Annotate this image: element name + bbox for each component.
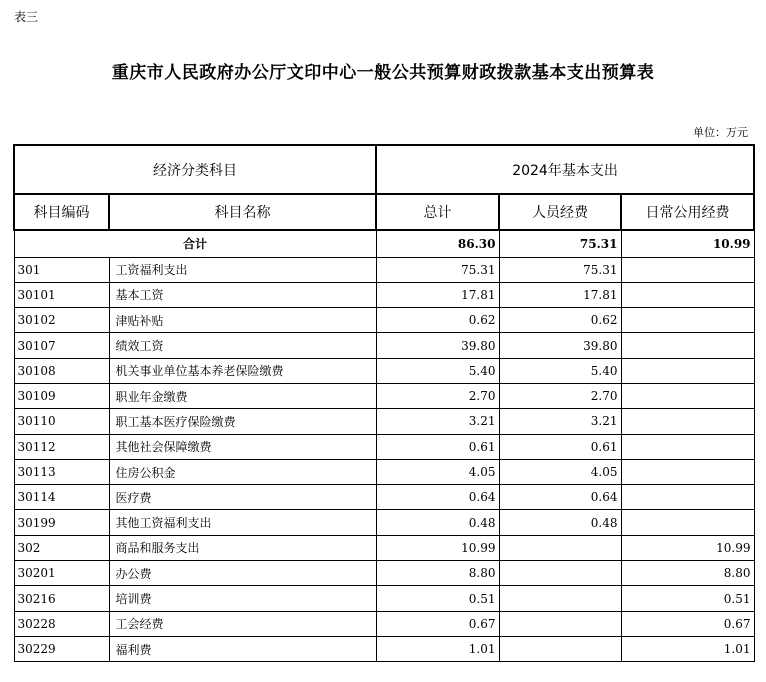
row-name: 职业年金缴费 [109, 383, 376, 408]
row-personnel: 39.80 [499, 333, 621, 358]
row-total: 39.80 [376, 333, 499, 358]
row-personnel: 0.61 [499, 434, 621, 459]
row-public [621, 257, 754, 282]
row-total: 0.62 [376, 308, 499, 333]
row-code: 302 [14, 535, 109, 560]
row-code: 30107 [14, 333, 109, 358]
table-row [14, 409, 754, 434]
budget-table [13, 144, 755, 662]
table-row [14, 636, 754, 661]
total-total: 86.30 [376, 230, 499, 257]
header-basic-expenditure: 2024年基本支出 [376, 145, 754, 194]
document-title: 重庆市人民政府办公厅文印中心一般公共预算财政拨款基本支出预算表 [111, 63, 655, 83]
row-public [621, 459, 754, 484]
row-name: 津贴补贴 [109, 308, 376, 333]
header-personnel: 人员经费 [499, 194, 621, 230]
table-row [14, 485, 754, 510]
row-total: 5.40 [376, 358, 499, 383]
total-public: 10.99 [621, 230, 754, 257]
row-code: 30216 [14, 586, 109, 611]
row-public: 8.80 [621, 561, 754, 586]
row-personnel [499, 636, 621, 661]
row-code: 30109 [14, 383, 109, 408]
table-row [14, 358, 754, 383]
table-row [14, 611, 754, 636]
row-total: 0.61 [376, 434, 499, 459]
row-code: 30110 [14, 409, 109, 434]
row-public: 0.67 [621, 611, 754, 636]
table-number-label: 表三 [14, 10, 39, 24]
total-personnel: 75.31 [499, 230, 621, 257]
row-name: 医疗费 [109, 485, 376, 510]
row-code: 30199 [14, 510, 109, 535]
row-total: 0.64 [376, 485, 499, 510]
row-name: 工资福利支出 [109, 257, 376, 282]
row-name: 福利费 [109, 636, 376, 661]
table-row [14, 586, 754, 611]
row-public: 0.51 [621, 586, 754, 611]
row-code: 30108 [14, 358, 109, 383]
row-name: 培训费 [109, 586, 376, 611]
table-row [14, 535, 754, 560]
row-public [621, 409, 754, 434]
row-name: 绩效工资 [109, 333, 376, 358]
row-code: 30112 [14, 434, 109, 459]
header-public: 日常公用经费 [621, 194, 754, 230]
row-personnel: 5.40 [499, 358, 621, 383]
row-total: 4.05 [376, 459, 499, 484]
row-total: 75.31 [376, 257, 499, 282]
row-name: 其他社会保障缴费 [109, 434, 376, 459]
row-personnel: 0.64 [499, 485, 621, 510]
row-name: 商品和服务支出 [109, 535, 376, 560]
row-personnel: 75.31 [499, 257, 621, 282]
table-row [14, 561, 754, 586]
row-code: 30114 [14, 485, 109, 510]
row-public: 1.01 [621, 636, 754, 661]
row-total: 3.21 [376, 409, 499, 434]
table-row [14, 333, 754, 358]
row-public [621, 510, 754, 535]
row-code: 30201 [14, 561, 109, 586]
row-public [621, 282, 754, 307]
row-personnel: 0.48 [499, 510, 621, 535]
row-total: 0.51 [376, 586, 499, 611]
row-personnel: 2.70 [499, 383, 621, 408]
row-total: 17.81 [376, 282, 499, 307]
table-row [14, 282, 754, 307]
row-total: 0.67 [376, 611, 499, 636]
table-row [14, 383, 754, 408]
row-total: 2.70 [376, 383, 499, 408]
row-code: 301 [14, 257, 109, 282]
row-name: 基本工资 [109, 282, 376, 307]
row-code: 30228 [14, 611, 109, 636]
row-personnel [499, 561, 621, 586]
row-public: 10.99 [621, 535, 754, 560]
row-code: 30113 [14, 459, 109, 484]
row-name: 工会经费 [109, 611, 376, 636]
table-row [14, 510, 754, 535]
row-name: 住房公积金 [109, 459, 376, 484]
row-name: 办公费 [109, 561, 376, 586]
total-row [14, 230, 754, 257]
row-public [621, 434, 754, 459]
row-total: 1.01 [376, 636, 499, 661]
row-personnel [499, 586, 621, 611]
table-row [14, 308, 754, 333]
header-econ-class: 经济分类科目 [14, 145, 376, 194]
total-label: 合计 [14, 230, 376, 257]
table-row [14, 257, 754, 282]
row-public [621, 485, 754, 510]
row-name: 机关事业单位基本养老保险缴费 [109, 358, 376, 383]
row-code: 30101 [14, 282, 109, 307]
row-public [621, 383, 754, 408]
row-personnel: 0.62 [499, 308, 621, 333]
header-total: 总计 [376, 194, 499, 230]
row-personnel: 17.81 [499, 282, 621, 307]
row-personnel: 3.21 [499, 409, 621, 434]
header-name: 科目名称 [109, 194, 376, 230]
row-public [621, 358, 754, 383]
unit-label: 单位：万元 [693, 126, 748, 139]
row-public [621, 308, 754, 333]
row-personnel [499, 611, 621, 636]
header-code: 科目编码 [14, 194, 109, 230]
table-row [14, 459, 754, 484]
row-total: 10.99 [376, 535, 499, 560]
row-personnel: 4.05 [499, 459, 621, 484]
row-public [621, 333, 754, 358]
table-row [14, 434, 754, 459]
row-name: 其他工资福利支出 [109, 510, 376, 535]
row-total: 0.48 [376, 510, 499, 535]
row-total: 8.80 [376, 561, 499, 586]
row-code: 30229 [14, 636, 109, 661]
row-name: 职工基本医疗保险缴费 [109, 409, 376, 434]
row-code: 30102 [14, 308, 109, 333]
row-personnel [499, 535, 621, 560]
